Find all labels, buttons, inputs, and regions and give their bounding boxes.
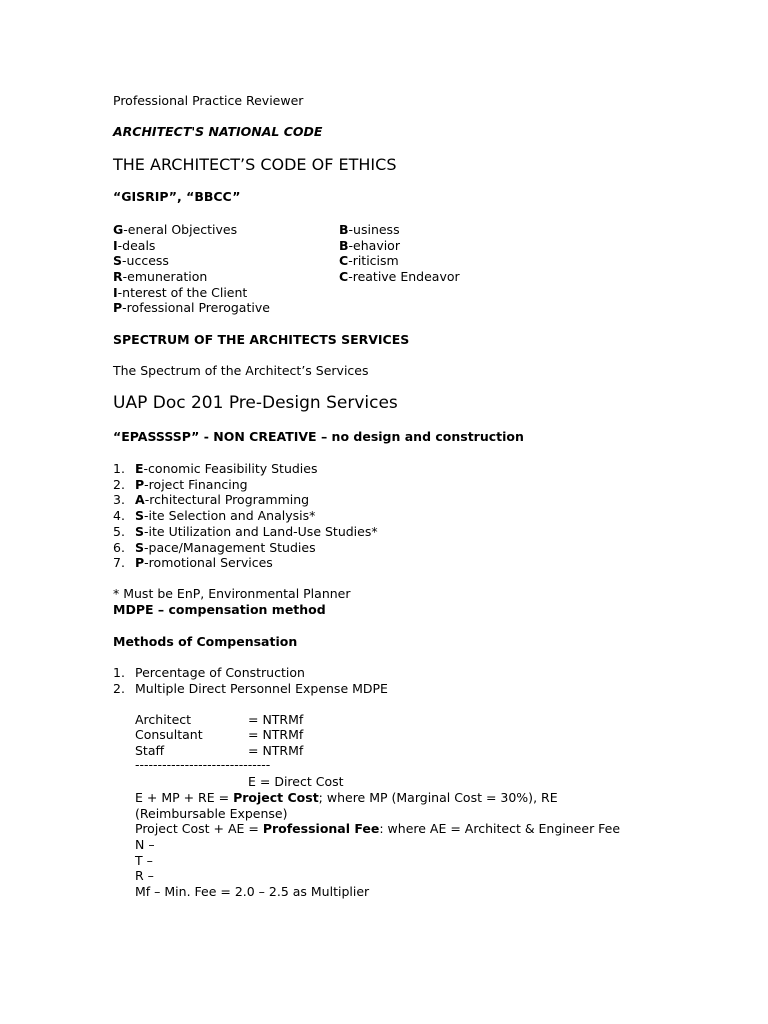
mf-line: Mf – Min. Fee = 2.0 – 2.5 as Multiplier (135, 884, 370, 899)
ethics-left-item: R-emuneration (113, 269, 208, 284)
direct-cost: E = Direct Cost (248, 774, 344, 789)
n-line: N – (135, 837, 155, 852)
uap-heading: UAP Doc 201 Pre-Design Services (113, 393, 398, 413)
professional-fee-formula: Project Cost + AE = Professional Fee: where AE = Architect & Engineer Fee (135, 821, 621, 836)
ethics-right-item: C-riticism (339, 253, 399, 268)
spectrum-text: The Spectrum of the Architect’s Services (113, 363, 369, 378)
reviewer-title: Professional Practice Reviewer (113, 93, 304, 108)
ethics-left-item: S-uccess (113, 253, 169, 268)
ethics-left-item: G-eneral Objectives (113, 222, 238, 237)
mdpe-line: MDPE – compensation method (113, 602, 326, 617)
ethics-right-item: B-usiness (339, 222, 400, 237)
ethics-right-item: B-ehavior (339, 238, 400, 253)
t-line: T – (135, 853, 153, 868)
code-title: ARCHITECT'S NATIONAL CODE (113, 124, 323, 139)
project-cost-continuation: (Reimbursable Expense) (135, 806, 288, 821)
compensation-heading: Methods of Compensation (113, 634, 298, 649)
ethics-right-item: C-reative Endeavor (339, 269, 460, 284)
ethics-left-item: I-nterest of the Client (113, 285, 248, 300)
spectrum-heading: SPECTRUM OF THE ARCHITECTS SERVICES (113, 332, 410, 347)
project-cost-formula: E + MP + RE = Project Cost; where MP (Marginal Cost = 30%), RE (135, 790, 558, 805)
ethics-left-item: I-deals (113, 238, 156, 253)
r-line: R – (135, 868, 154, 883)
ethics-left-item: P-rofessional Prerogative (113, 300, 270, 315)
document-page: Professional Practice Reviewer ARCHITECT'S NATIONAL CODE THE ARCHITECT’S CODE OF ETHICS “GISRIP”, “BBCC” G-eneral Objectives I-deals S-uccess R-emuneration I-nterest of the Client P-rofessional Prerogative B-usiness B-ehavior C-riticism C-reative Endeavor SPECTRUM OF THE ARCHITECTS SERVICES The Spectrum of the Architect’s Services UAP Doc 201 Pre-Design Services “EPASSSSP” - NON CREATIVE – no design and construction 1. E-conomic Feasibility Studies 2. P-roject Financing 3. A-rchitectural Programming 4. S-ite Selection and Analysis* 5. S-ite Utilization and Land-Use Studies* 6. S-pace/Management Studies 7. P-romotional Services * Must be EnP, Environmental Planner MDPE – compensation method Methods of Compensation 1. Percentage of Construction 2. Multiple Direct Personnel Expense MDPE Architect = NTRMf Consultant = NTRMf Staff = NTRMf ------------------------------ E = Direct Cost E + MP + RE = Project Cost; where MP (Marginal Cost = 30%), RE (Reimbursable Expense) Project Cost + AE = Professional Fee: where AE = Architect & Engineer Fee N – T – R – Mf – Min. Fee = 2.0 – 2.5 as Multiplier (113, 93, 621, 899)
divider-line: ------------------------------ (135, 757, 271, 772)
ethics-heading: THE ARCHITECT’S CODE OF ETHICS (113, 155, 397, 174)
enp-note: * Must be EnP, Environmental Planner (113, 586, 351, 601)
uap-subtitle: “EPASSSSP” - NON CREATIVE – no design and construction (113, 429, 524, 444)
ethics-mnemonic: “GISRIP”, “BBCC” (113, 189, 241, 204)
